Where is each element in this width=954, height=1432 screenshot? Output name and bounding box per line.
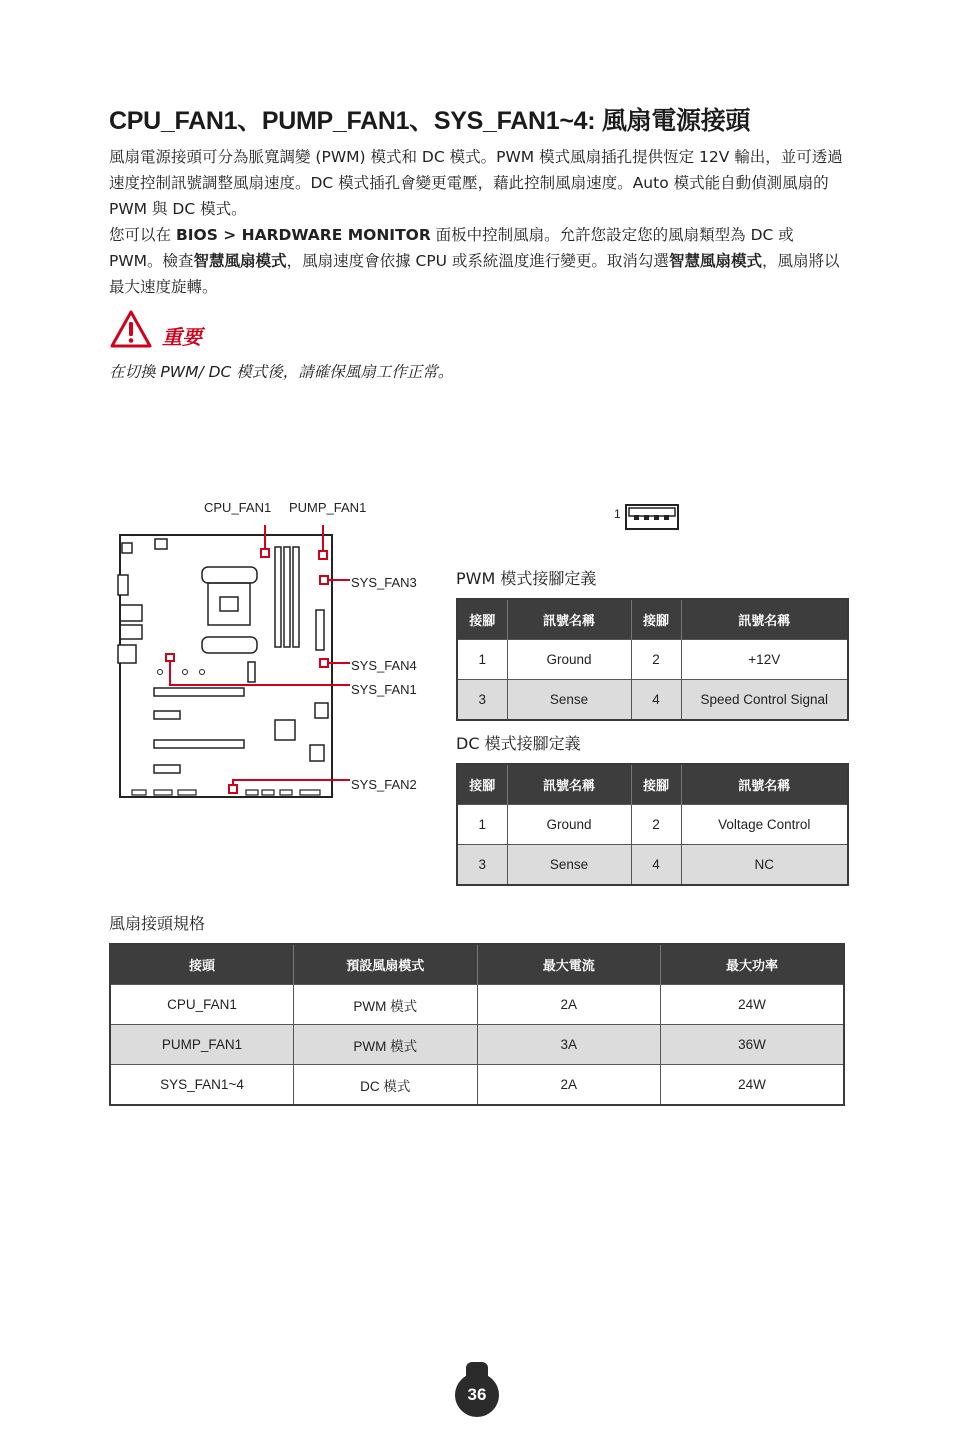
table-cell: 24W	[661, 985, 845, 1025]
table-cell: PWM 模式	[294, 985, 478, 1025]
warning-icon	[109, 309, 153, 349]
p2-text-g: ，風扇將以最大速度旋轉。	[109, 252, 840, 296]
col-header: 接腳	[631, 764, 681, 805]
spec-table-caption: 風扇接頭規格	[109, 914, 206, 933]
label-sys-fan2-text: SYS_FAN2	[351, 777, 417, 792]
table-cell: 2	[631, 805, 681, 845]
table-cell: CPU_FAN1	[110, 985, 294, 1025]
col-header: 訊號名稱	[507, 764, 631, 805]
table-cell: 2A	[477, 985, 661, 1025]
label-sys-fan4	[351, 655, 417, 674]
table-header-row	[457, 599, 848, 640]
label-sys-fan2	[351, 774, 417, 793]
table-row	[457, 680, 848, 721]
col-header: 最大功率	[661, 944, 845, 985]
table-cell: Ground	[507, 805, 631, 845]
table-cell: 3	[457, 845, 507, 886]
table-row	[110, 1025, 844, 1065]
smart-fan-mode-2: 智慧風扇模式	[668, 252, 762, 270]
col-header: 訊號名稱	[681, 599, 848, 640]
pwm-pin-table	[456, 598, 849, 721]
page-number: 36	[455, 1373, 499, 1417]
table-header-row	[457, 764, 848, 805]
table-cell: Sense	[507, 680, 631, 721]
fan-connector-icon	[624, 503, 680, 531]
table-cell: 2A	[477, 1065, 661, 1106]
label-sys-fan1-text: SYS_FAN1	[351, 682, 417, 697]
table-cell: 3	[457, 680, 507, 721]
fan-spec-table	[109, 943, 845, 1106]
label-sys-fan4-text: SYS_FAN4	[351, 658, 417, 673]
label-pump-fan1	[289, 497, 366, 516]
col-header: 預設風扇模式	[294, 944, 478, 985]
pwm-table-caption: PWM 模式接腳定義	[456, 569, 597, 588]
col-header: 最大電流	[477, 944, 661, 985]
table-cell: +12V	[681, 640, 848, 680]
table-cell: 24W	[661, 1065, 845, 1106]
smart-fan-mode-1: 智慧風扇模式	[193, 252, 287, 270]
table-cell: NC	[681, 845, 848, 886]
table-cell: 4	[631, 845, 681, 886]
table-header-row	[110, 944, 844, 985]
table-cell: Ground	[507, 640, 631, 680]
important-label: 重要	[162, 325, 202, 349]
table-row	[457, 845, 848, 886]
label-sys-fan3-text: SYS_FAN3	[351, 575, 417, 590]
table-cell: 1	[457, 805, 507, 845]
label-sys-fan3	[351, 572, 417, 591]
motherboard-diagram	[110, 525, 350, 805]
important-text: 在切換 PWM/ DC 模式後，請確保風扇工作正常。	[109, 363, 454, 381]
col-header: 接腳	[457, 764, 507, 805]
label-sys-fan1	[351, 679, 417, 698]
table-cell: PWM 模式	[294, 1025, 478, 1065]
table-row	[457, 805, 848, 845]
label-cpu-fan1-text: CPU_FAN1	[204, 500, 272, 515]
col-header: 訊號名稱	[681, 764, 848, 805]
table-cell: 36W	[661, 1025, 845, 1065]
table-row	[110, 985, 844, 1025]
table-cell: Sense	[507, 845, 631, 886]
table-cell: DC 模式	[294, 1065, 478, 1106]
p2-text-a: 您可以在	[109, 226, 176, 244]
p2-text-e: ，風扇速度會依據 CPU 或系統溫度進行變更。取消勾選	[286, 252, 669, 270]
bios-path: BIOS > HARDWARE MONITOR	[175, 226, 431, 244]
table-cell: 3A	[477, 1025, 661, 1065]
table-cell: SYS_FAN1~4	[110, 1065, 294, 1106]
intro-paragraph-1: 風扇電源接頭可分為脈寬調變 (PWM) 模式和 DC 模式。PWM 模式風扇插孔提供恆定 12V 輸出，並可透過速度控制訊號調整風扇速度。DC 模式插孔會變更電壓，藉此控制風扇速度。Auto 模式能自動偵測風扇的 PWM 與 DC 模式。	[109, 148, 843, 218]
table-cell: 4	[631, 680, 681, 721]
col-header: 接腳	[631, 599, 681, 640]
intro-paragraph-2	[109, 222, 849, 300]
col-header: 接頭	[110, 944, 294, 985]
table-cell: Voltage Control	[681, 805, 848, 845]
page-title: CPU_FAN1、PUMP_FAN1、SYS_FAN1~4: 風扇電源接頭	[109, 107, 751, 135]
table-cell: 2	[631, 640, 681, 680]
table-cell: PUMP_FAN1	[110, 1025, 294, 1065]
table-cell: 1	[457, 640, 507, 680]
table-row	[110, 1065, 844, 1106]
col-header: 接腳	[457, 599, 507, 640]
label-cpu-fan1	[204, 497, 271, 516]
label-pump-fan1-text: PUMP_FAN1	[289, 500, 367, 515]
dc-table-caption: DC 模式接腳定義	[456, 734, 581, 753]
table-cell: Speed Control Signal	[681, 680, 848, 721]
col-header: 訊號名稱	[507, 599, 631, 640]
p2-text-c: 面板中控制風扇。允許您設定您的風扇類型為 DC 或 PWM。檢查	[109, 226, 794, 270]
table-row	[457, 640, 848, 680]
dc-pin-table	[456, 763, 849, 886]
pin-one-label: 1	[614, 507, 621, 521]
